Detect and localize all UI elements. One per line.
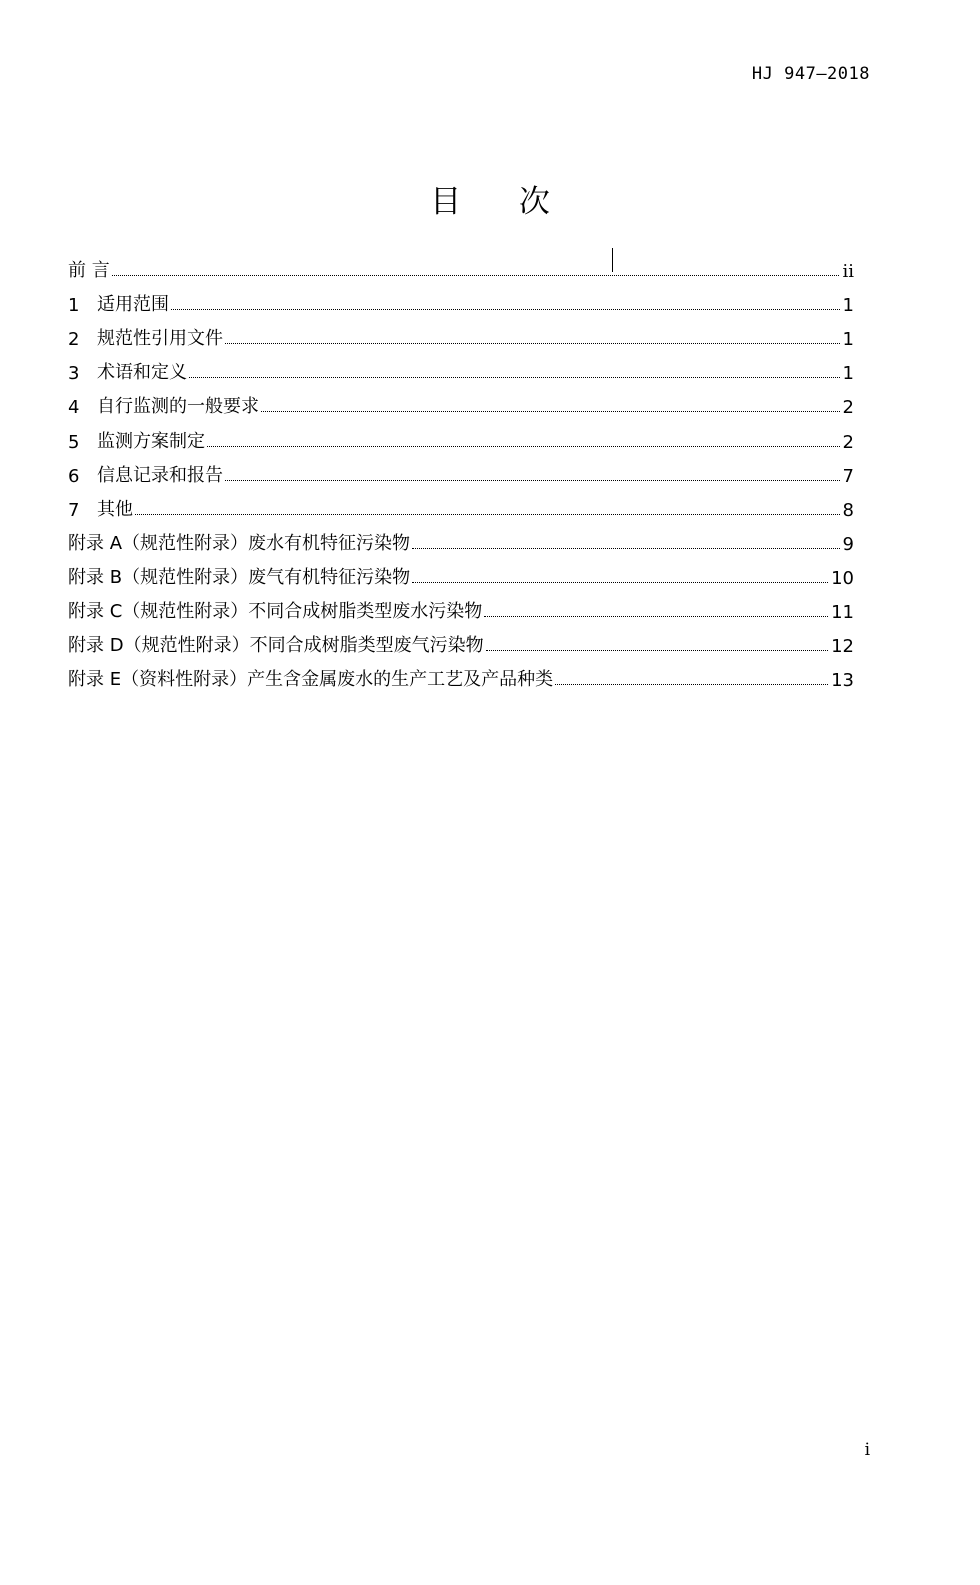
toc-entry-4[interactable] (68, 384, 854, 418)
toc-entry-7[interactable] (68, 487, 854, 521)
toc-entry-number: 3 (68, 363, 80, 385)
toc-dot-leader (189, 377, 840, 378)
toc-entry-page: 7 (842, 465, 854, 487)
toc-entry-appendix-a[interactable] (68, 521, 854, 555)
toc-entry-label: 自行监测的一般要求 (97, 396, 259, 418)
toc-entry-label: 附录 D（规范性附录）不同合成树脂类型废气污染物 (68, 635, 484, 657)
toc-entry-page: 2 (842, 431, 854, 453)
toc-dot-leader (225, 343, 840, 344)
toc-entry-label: 附录 A（规范性附录）废水有机特征污染物 (68, 532, 411, 554)
toc-entry-foreword[interactable] (68, 248, 854, 282)
toc-entry-page: 1 (842, 295, 854, 317)
toc-entry-number: 1 (68, 295, 80, 317)
toc-entry-number: 5 (68, 431, 80, 453)
toc-dot-leader (171, 309, 840, 310)
toc-entry-1[interactable] (68, 282, 854, 316)
toc-entry-label: 附录 C（规范性附录）不同合成树脂类型废水污染物 (68, 601, 483, 623)
toc-entry-5[interactable] (68, 418, 854, 452)
toc-entry-page: 12 (831, 636, 854, 658)
page-title: 目 次 (430, 184, 574, 220)
toc-dot-leader (112, 275, 840, 276)
toc-entry-2[interactable] (68, 316, 854, 350)
toc-entry-page: 2 (842, 397, 854, 419)
toc-entry-label: 适用范围 (97, 294, 169, 316)
toc-dot-leader (261, 411, 840, 412)
toc-entry-page: 13 (831, 670, 854, 692)
toc-entry-label: 规范性引用文件 (97, 328, 223, 350)
toc-entry-label: 其他 (97, 498, 133, 520)
toc-dot-leader (225, 480, 840, 481)
toc-entry-page: 11 (831, 602, 854, 624)
toc-entry-appendix-e[interactable] (68, 657, 854, 691)
toc-dot-leader (555, 684, 828, 685)
toc-entry-label: 监测方案制定 (97, 430, 205, 452)
toc-entry-label: 附录 E（资料性附录）产生含金属废水的生产工艺及产品种类 (68, 669, 554, 691)
toc-entry-appendix-b[interactable] (68, 555, 854, 589)
toc-dot-leader (135, 514, 840, 515)
toc-entry-label: 前 言 (68, 260, 110, 282)
toc-entry-6[interactable] (68, 453, 854, 487)
toc-entry-appendix-d[interactable] (68, 623, 854, 657)
toc-entry-page: 8 (842, 499, 854, 521)
toc-entry-number: 4 (68, 397, 80, 419)
toc-dot-leader (412, 548, 840, 549)
toc-entry-3[interactable] (68, 350, 854, 384)
toc-dot-leader (484, 616, 828, 617)
toc-entry-number: 2 (68, 329, 80, 351)
table-of-contents (68, 248, 854, 691)
toc-dot-leader (412, 582, 828, 583)
footer-page-number: i (864, 1440, 870, 1460)
toc-entry-label: 术语和定义 (97, 362, 187, 384)
toc-entry-page: 1 (842, 329, 854, 351)
toc-entry-number: 7 (68, 499, 80, 521)
toc-entry-label: 附录 B（规范性附录）废气有机特征污染物 (68, 566, 411, 588)
toc-entry-label: 信息记录和报告 (97, 464, 223, 486)
standard-code: HJ 947—2018 (751, 64, 870, 84)
toc-entry-page: 9 (842, 533, 854, 555)
toc-entry-page: 10 (831, 567, 854, 589)
toc-dot-leader (207, 446, 840, 447)
toc-entry-page: 1 (842, 363, 854, 385)
toc-entry-number: 6 (68, 465, 80, 487)
toc-entry-page: ii (842, 261, 854, 283)
toc-entry-appendix-c[interactable] (68, 589, 854, 623)
toc-dot-leader (486, 650, 829, 651)
